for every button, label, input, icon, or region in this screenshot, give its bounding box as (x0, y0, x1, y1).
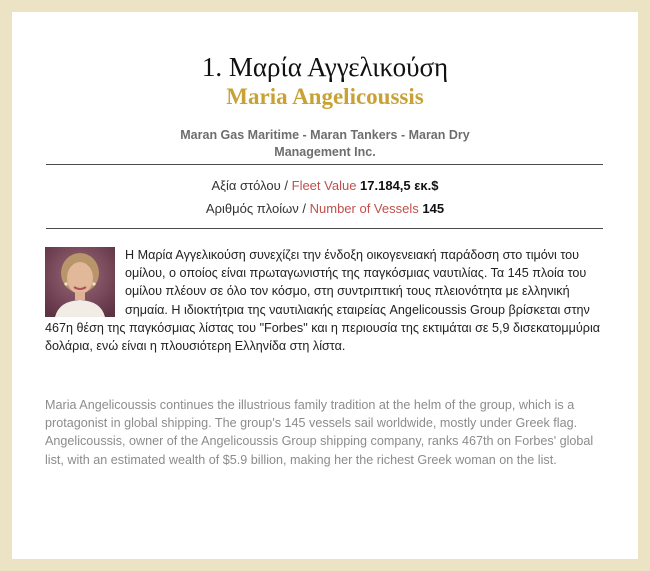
fleet-value-label-english: Fleet Value (291, 178, 357, 193)
vessels-label-english: Number of Vessels (309, 201, 419, 216)
divider-bottom (46, 228, 603, 229)
fleet-value-row (12, 178, 638, 193)
separator: / (284, 178, 288, 193)
vessels-label-greek: Αριθμός πλοίων (205, 201, 299, 216)
title-english-name: Maria Angelicoussis (226, 84, 424, 109)
divider-top (46, 164, 603, 165)
bio-greek-text: Η Μαρία Αγγελικούση συνεχίζει την ένδοξη οικογενειακή παράδοση στο τιμόνι του ομίλου, ο οποίος είναι πρωταγωνιστής της παγκόσμιας ναυτιλίας. Τα 145 πλοία του ομίλου πλέουν σε όλο τον κόσμο, στη συντριπτική τους πλειονότητα με ελληνική σημαία. Η ιδιοκτήτρια της ναυτιλιακής εταιρείας Angelicoussis Group βρίσκεται στην 467η θέση της παγκόσμιας λίστας του "Forbes" και η περιουσία της εκτιμάται σε 5,9 δισεκατομμύρια δολάρια, ενώ είναι η πλουσιότερη Ελληνίδα στη λίστα. (45, 248, 601, 354)
fleet-value: 17.184,5 εκ.$ (360, 178, 439, 193)
bio-english: Maria Angelicoussis continues the illustrious family tradition at the helm of the group, which is a protagonist in global shipping. The group's 145 vessels sail worldwide, mostly under Greek flag. Angelicoussis, owner of the Angelicoussis Group shipping company, ranks 467th on Forbes' global list, with an estimated wealth of $5.9 billion, making her the richest Greek woman on the list. (45, 398, 594, 467)
separator: / (302, 201, 306, 216)
vessels-count: 145 (422, 201, 445, 216)
title-greek-name: 1. Μαρία Αγγελικούση (201, 52, 449, 82)
bio-greek (45, 246, 605, 355)
fleet-value-label-greek: Αξία στόλου (211, 178, 281, 193)
photo-spacer (45, 246, 125, 318)
companies-line: Maran Gas Maritime - Maran Tankers - Maran Dry Management Inc. (180, 128, 470, 159)
profile-card (12, 12, 638, 559)
vessels-row (12, 201, 638, 216)
